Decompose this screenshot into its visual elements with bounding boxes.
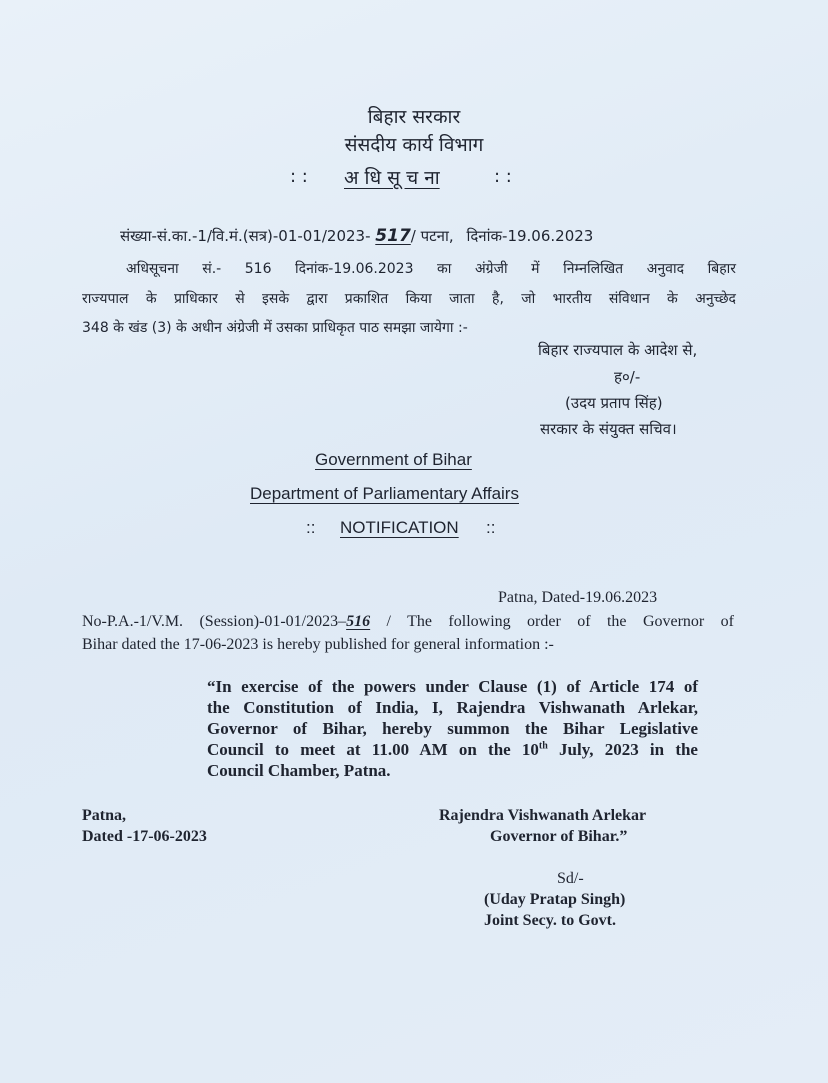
english-ref-number: 516 bbox=[346, 613, 371, 630]
english-ref-suffix: / The following order of the Governor of bbox=[370, 613, 734, 630]
hindi-signatory-name: (उदय प्रताप सिंह) bbox=[565, 394, 663, 412]
hindi-signatory-designation: सरकार के संयुक्त सचिव। bbox=[540, 420, 677, 438]
english-place-date: Patna, Dated-19.06.2023 bbox=[498, 589, 658, 606]
governor-name: Rajendra Vishwanath Arlekar bbox=[439, 807, 647, 824]
order-line2: the Constitution of India, I, Rajendra Vishwanath Arlekar, bbox=[207, 698, 698, 717]
hindi-signed: ह०/- bbox=[614, 368, 641, 386]
hindi-paragraph-line1: अधिसूचना सं.- 516 दिनांक-19.06.2023 का अंग्रेजी में निम्नलिखित अनुवाद बिहार bbox=[126, 261, 736, 277]
english-dept-heading: Department of Parliamentary Affairs bbox=[250, 484, 519, 503]
english-gov-heading: Government of Bihar bbox=[315, 450, 472, 469]
hindi-colon-left: : : bbox=[290, 166, 308, 187]
hindi-date: दिनांक-19.06.2023 bbox=[466, 227, 594, 245]
hindi-ref-number: 517 bbox=[375, 226, 411, 246]
hindi-paragraph-line2: राज्यपाल के प्राधिकार से इसके द्वारा प्रकाशित किया जाता है, जो भारतीय संविधान के अनुच्छेद bbox=[82, 291, 736, 307]
hindi-ref-prefix: संख्या-सं.का.-1/वि.मं.(सत्र)-01-01/2023- bbox=[120, 227, 371, 245]
order-line4 bbox=[207, 740, 698, 760]
english-colon-right: :: bbox=[486, 518, 496, 537]
order-place: Patna, bbox=[82, 807, 126, 824]
order-dated: Dated -17-06-2023 bbox=[82, 828, 207, 845]
english-signed: Sd/- bbox=[557, 870, 584, 887]
english-reference-line2: Bihar dated the 17-06-2023 is hereby published for general information :- bbox=[82, 636, 554, 653]
hindi-colon-right: : : bbox=[494, 166, 512, 187]
english-signatory-designation: Joint Secy. to Govt. bbox=[484, 912, 616, 929]
order-line4-sup: th bbox=[538, 740, 548, 752]
english-colon-left: :: bbox=[306, 518, 316, 537]
governor-title: Governor of Bihar.” bbox=[490, 828, 628, 845]
english-ref-prefix: No-P.A.-1/V.M. (Session)-01-01/2023– bbox=[82, 613, 347, 630]
english-notification-title: NOTIFICATION bbox=[340, 518, 459, 537]
english-signatory-name: (Uday Pratap Singh) bbox=[484, 891, 626, 908]
hindi-gov-heading: बिहार सरकार bbox=[367, 106, 461, 128]
order-line1: “In exercise of the powers under Clause (1) of Article 174 of bbox=[207, 677, 698, 696]
order-line5: Council Chamber, Patna. bbox=[207, 761, 391, 780]
hindi-paragraph-line3: 348 के खंड (3) के अधीन अंग्रेजी में उसका प्राधिकृत पाठ समझा जायेगा :- bbox=[82, 320, 468, 336]
order-line4-end: July, 2023 in the bbox=[547, 740, 698, 759]
hindi-reference-line bbox=[120, 226, 593, 246]
hindi-dept-heading: संसदीय कार्य विभाग bbox=[344, 134, 484, 156]
hindi-order-line: बिहार राज्यपाल के आदेश से, bbox=[538, 341, 698, 359]
order-line4-start: Council to meet at 11.00 AM on the 10 bbox=[207, 740, 539, 759]
hindi-ref-suffix: / पटना, bbox=[410, 227, 454, 245]
english-reference-line1 bbox=[82, 613, 734, 631]
order-line3: Governor of Bihar, hereby summon the Bihar Legislative bbox=[207, 719, 698, 738]
hindi-notification-title: अ धि सू च ना bbox=[344, 167, 440, 189]
